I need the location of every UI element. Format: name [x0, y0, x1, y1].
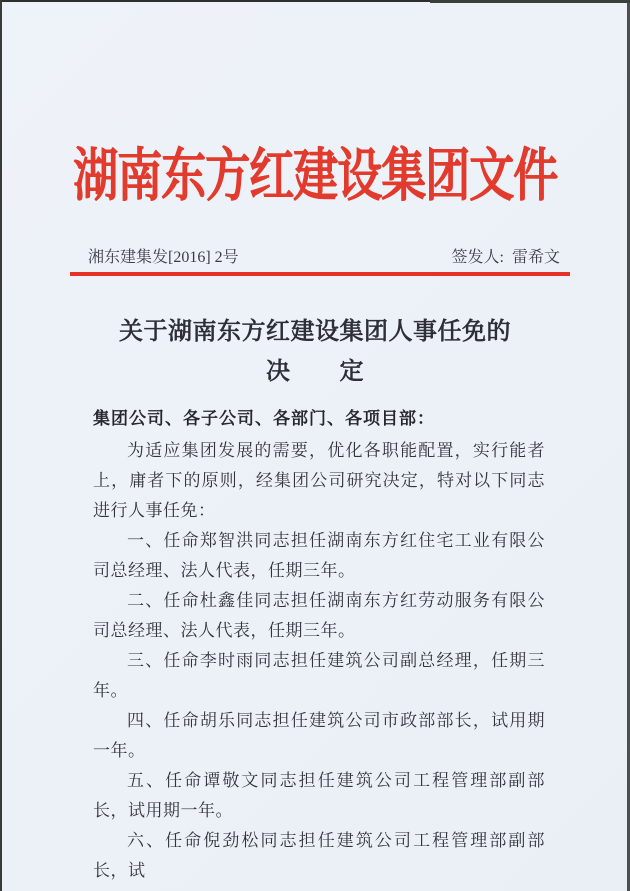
- body-paragraphs: [93, 436, 545, 886]
- scan-edge-left: [0, 0, 2, 891]
- body-paragraph: 为适应集团发展的需要，优化各职能配置，实行能者上，庸者下的原则，经集团公司研究决定，特对以下同志进行人事任免：: [93, 441, 545, 520]
- document-header-org-title: 湖南东方红建设集团文件: [72, 144, 557, 208]
- body-paragraph: 五、任命谭敬文同志担任建筑公司工程管理部副部长，试用期一年。: [93, 771, 545, 820]
- body-paragraph: 二、任命杜鑫佳同志担任湖南东方红劳动服务有限公司总经理、法人代表，任期三年。: [93, 591, 545, 640]
- document-title-line2: 决 定: [266, 359, 364, 385]
- body-paragraph: 三、任命李时雨同志担任建筑公司副总经理，任期三年。: [93, 651, 545, 700]
- issuer-label: 签发人:: [451, 249, 504, 266]
- body-paragraph: 一、任命郑智洪同志担任湖南东方红住宅工业有限公司总经理、法人代表，任期三年。: [93, 531, 545, 580]
- scan-edge-top-right: [430, 0, 630, 3]
- salutation: 集团公司、各子公司、各部门、各项目部：: [93, 409, 435, 428]
- issuer-name: 雷希文: [511, 249, 560, 266]
- document-title-line1: 关于湖南东方红建设集团人事任免的: [119, 319, 511, 345]
- document-number: 湘东建集发[2016] 2号: [88, 249, 239, 266]
- issuer: [452, 244, 560, 267]
- body-paragraph: 六、任命倪劲松同志担任建筑公司工程管理部副部长，试: [93, 831, 545, 880]
- document-meta-row: [88, 244, 560, 267]
- red-header-divider: [70, 272, 570, 276]
- body-paragraph: 四、任命胡乐同志担任建筑公司市政部部长，试用期一年。: [93, 711, 545, 760]
- document-body: [93, 404, 545, 886]
- document-title: [0, 312, 630, 392]
